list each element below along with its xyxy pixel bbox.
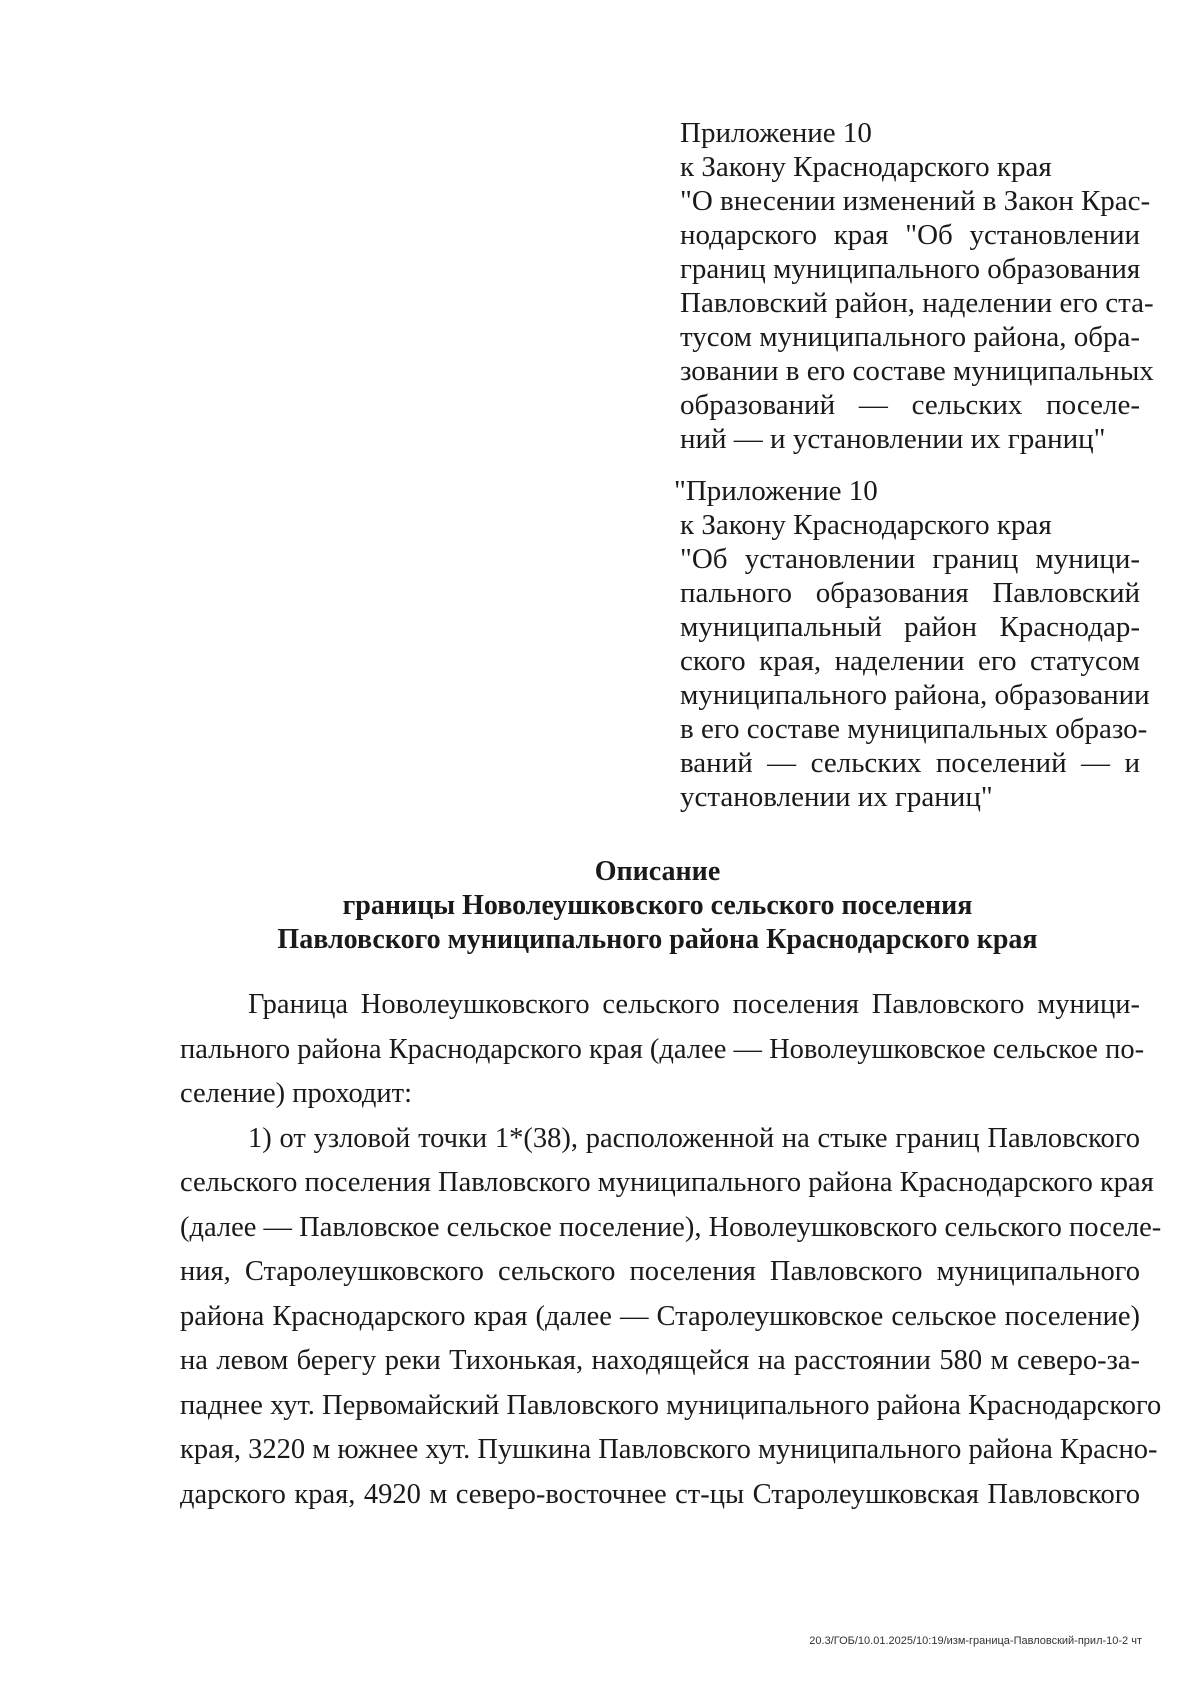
appendix-line: зовании в его составе муниципальных bbox=[680, 355, 1154, 387]
appendix-line: Приложение 10 bbox=[680, 117, 872, 149]
appendix-line: "Приложение 10 bbox=[674, 475, 878, 507]
appendix-line: границ муниципального образования bbox=[680, 253, 1141, 285]
appendix-line: ваний — сельских поселений — и bbox=[680, 747, 1140, 779]
document-footer-code: 20.3/ГОБ/10.01.2025/10:19/изм-граница-Павловский-прил-10-2 чт bbox=[809, 1635, 1142, 1647]
title-line: границы Новолеушковского сельского поселения bbox=[342, 890, 973, 921]
appendix-line: "Об установлении границ муници- bbox=[680, 543, 1140, 575]
appendix-line: Павловский район, наделении его ста- bbox=[680, 287, 1154, 319]
appendix-header-new bbox=[680, 116, 1154, 456]
body-line: пального района Краснодарского края (далее — Новолеушковское сельское по- bbox=[180, 1033, 1145, 1065]
appendix-line: к Закону Краснодарского края bbox=[680, 151, 1052, 183]
body-line: края, 3220 м южнее хут. Пушкина Павловского муниципального района Красно- bbox=[180, 1434, 1158, 1465]
document-title bbox=[170, 855, 1145, 957]
appendix-line: ского края, наделении его статусом bbox=[680, 645, 1140, 677]
body-line: 1) от узловой точки 1*(38), расположенной на стыке границ Павловского bbox=[248, 1122, 1140, 1154]
appendix-header-old bbox=[674, 474, 1150, 814]
appendix-line: нодарского края "Об установлении bbox=[680, 219, 1140, 251]
appendix-line: образований — сельских поселе- bbox=[680, 389, 1140, 421]
body-line: района Краснодарского края (далее — Старолеушковское сельское поселение) bbox=[180, 1300, 1140, 1332]
body-line: селение) проходит: bbox=[180, 1078, 413, 1109]
body-line: ния, Старолеушковского сельского поселения Павловского муниципального bbox=[180, 1256, 1140, 1287]
appendix-line: в его составе муниципальных образо- bbox=[680, 713, 1148, 745]
appendix-line: ний — и установлении их границ" bbox=[680, 423, 1106, 455]
body-line: дарского края, 4920 м северо-восточнее ст-цы Старолеушковская Павловского bbox=[180, 1478, 1140, 1510]
appendix-line: муниципальный район Краснодар- bbox=[680, 611, 1140, 643]
appendix-line: установлении их границ" bbox=[680, 781, 993, 813]
appendix-line: пального образования Павловский bbox=[680, 577, 1140, 609]
title-line: Павловского муниципального района Краснодарского края bbox=[277, 924, 1038, 955]
appendix-line: тусом муниципального района, обра- bbox=[680, 321, 1140, 353]
appendix-line: "О внесении изменений в Закон Крас- bbox=[680, 185, 1151, 217]
title-line: Описание bbox=[594, 856, 721, 887]
appendix-line: муниципального района, образовании bbox=[680, 679, 1150, 711]
body-line: на левом берегу реки Тихонькая, находящейся на расстоянии 580 м северо-за- bbox=[180, 1345, 1140, 1376]
body-line: Граница Новолеушковского сельского поселения Павловского муници- bbox=[248, 989, 1140, 1020]
appendix-line: к Закону Краснодарского края bbox=[680, 509, 1052, 541]
document-body bbox=[180, 983, 1162, 1517]
body-line: паднее хут. Первомайский Павловского муниципального района Краснодарского bbox=[180, 1389, 1162, 1421]
body-line: сельского поселения Павловского муниципального района Краснодарского края bbox=[180, 1167, 1154, 1198]
body-line: (далее — Павловское сельское поселение), Новолеушковского сельского поселе- bbox=[180, 1211, 1162, 1243]
